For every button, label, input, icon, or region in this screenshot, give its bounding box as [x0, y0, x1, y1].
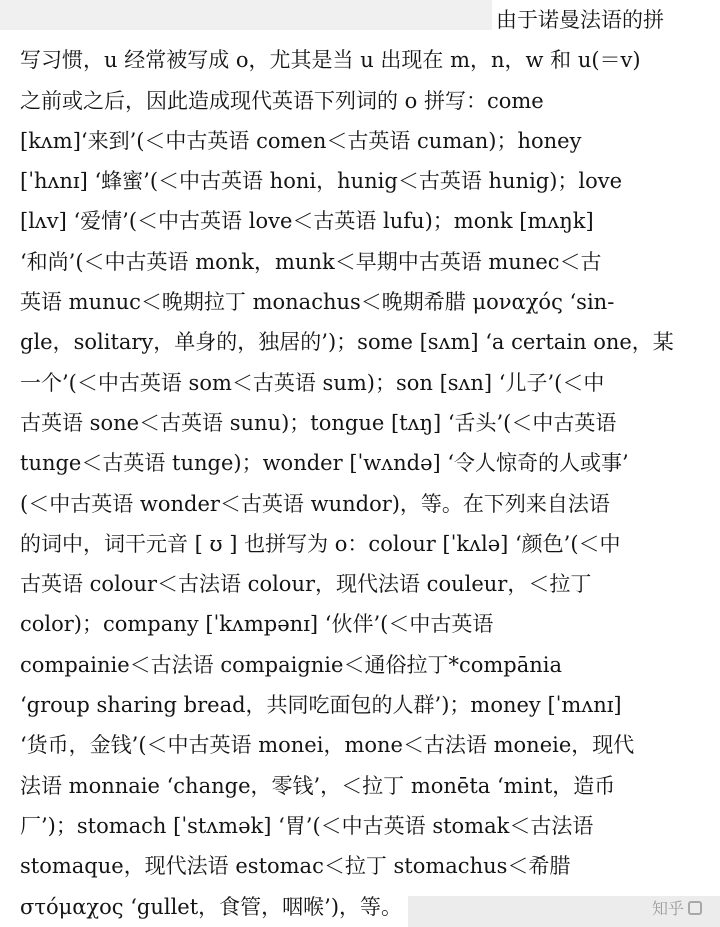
- text-line: tunge＜古英语 tunge)；wonder [ˈwʌndə] ‘令人惊奇的人或事’: [20, 451, 629, 476]
- text-line: 之前或之后，因此造成现代英语下列词的 o 拼写：come: [20, 88, 544, 113]
- zhihu-watermark: [652, 896, 702, 919]
- text-line: ‘货币，金钱’(＜中古英语 monei，mone＜古法语 moneie，现代: [20, 733, 635, 758]
- text-line: [ˈhʌnɪ] ‘蜂蜜’(＜中古英语 honi，hunig＜古英语 hunig)；love: [20, 169, 623, 194]
- text-line: [lʌv] ‘爱情’(＜中古英语 love＜古英语 lufu)；monk [mʌŋk]: [20, 209, 594, 234]
- text-line: 古英语 sone＜古英语 sunu)；tongue [tʌŋ] ‘舌头’(＜中古英语: [20, 410, 617, 435]
- text-line: gle，solitary，单身的，独居的’)；some [sʌm] ‘a certain one，某: [20, 330, 674, 355]
- text-line: στόμαχος ‘gullet，食管，咽喉’)，等。: [20, 894, 403, 919]
- text-line: compainie＜古法语 compaignie＜通俗拉丁*compānia: [20, 652, 562, 677]
- text-line: 英语 munuc＜晚期拉丁 monachus＜晚期希腊 μοναχός ‘sin-: [20, 290, 615, 315]
- text-line: ‘group sharing bread，共同吃面包的人群’)；money [ˈmʌnɪ]: [20, 693, 622, 718]
- text-line: 的词中，词干元音 [ ʊ ] 也拼写为 o：colour [ˈkʌlə] ‘颜色’(＜中: [20, 531, 621, 556]
- text-line: [kʌm]‘来到’(＜中古英语 comen＜古英语 cuman)；honey: [20, 128, 582, 153]
- watermark-text: 知乎: [651, 899, 684, 918]
- text-line: 法语 monnaie ‘change，零钱’，＜拉丁 monēta ‘mint，造币: [20, 773, 616, 798]
- text-line: (＜中古英语 wonder＜古英语 wundor)，等。在下列来自法语: [20, 491, 610, 516]
- text-line: 写习惯，u 经常被写成 o，尤其是当 u 出现在 m，n，w 和 u(＝v): [20, 48, 641, 73]
- page-text: [20, 0, 708, 927]
- text-line: 由于诺曼法语的拼: [496, 8, 664, 32]
- text-line: 厂’)；stomach [ˈstʌmək] ‘胃’(＜中古英语 stomak＜古法语: [20, 813, 594, 838]
- text-line: 一个’(＜中古英语 som＜古英语 sum)；son [sʌn] ‘儿子’(＜中: [20, 370, 605, 395]
- text-line: color)；company [ˈkʌmpənɪ] ‘伙伴’(＜中古英语: [20, 612, 494, 637]
- text-line: 古英语 colour＜古法语 colour，现代法语 couleur，＜拉丁: [20, 572, 592, 597]
- text-line: stomaque，现代法语 estomac＜拉丁 stomachus＜希腊: [20, 854, 571, 879]
- text-line: ‘和尚’(＜中古英语 monk，munk＜早期中古英语 munec＜古: [20, 249, 602, 274]
- watermark-logo-icon: [688, 901, 702, 915]
